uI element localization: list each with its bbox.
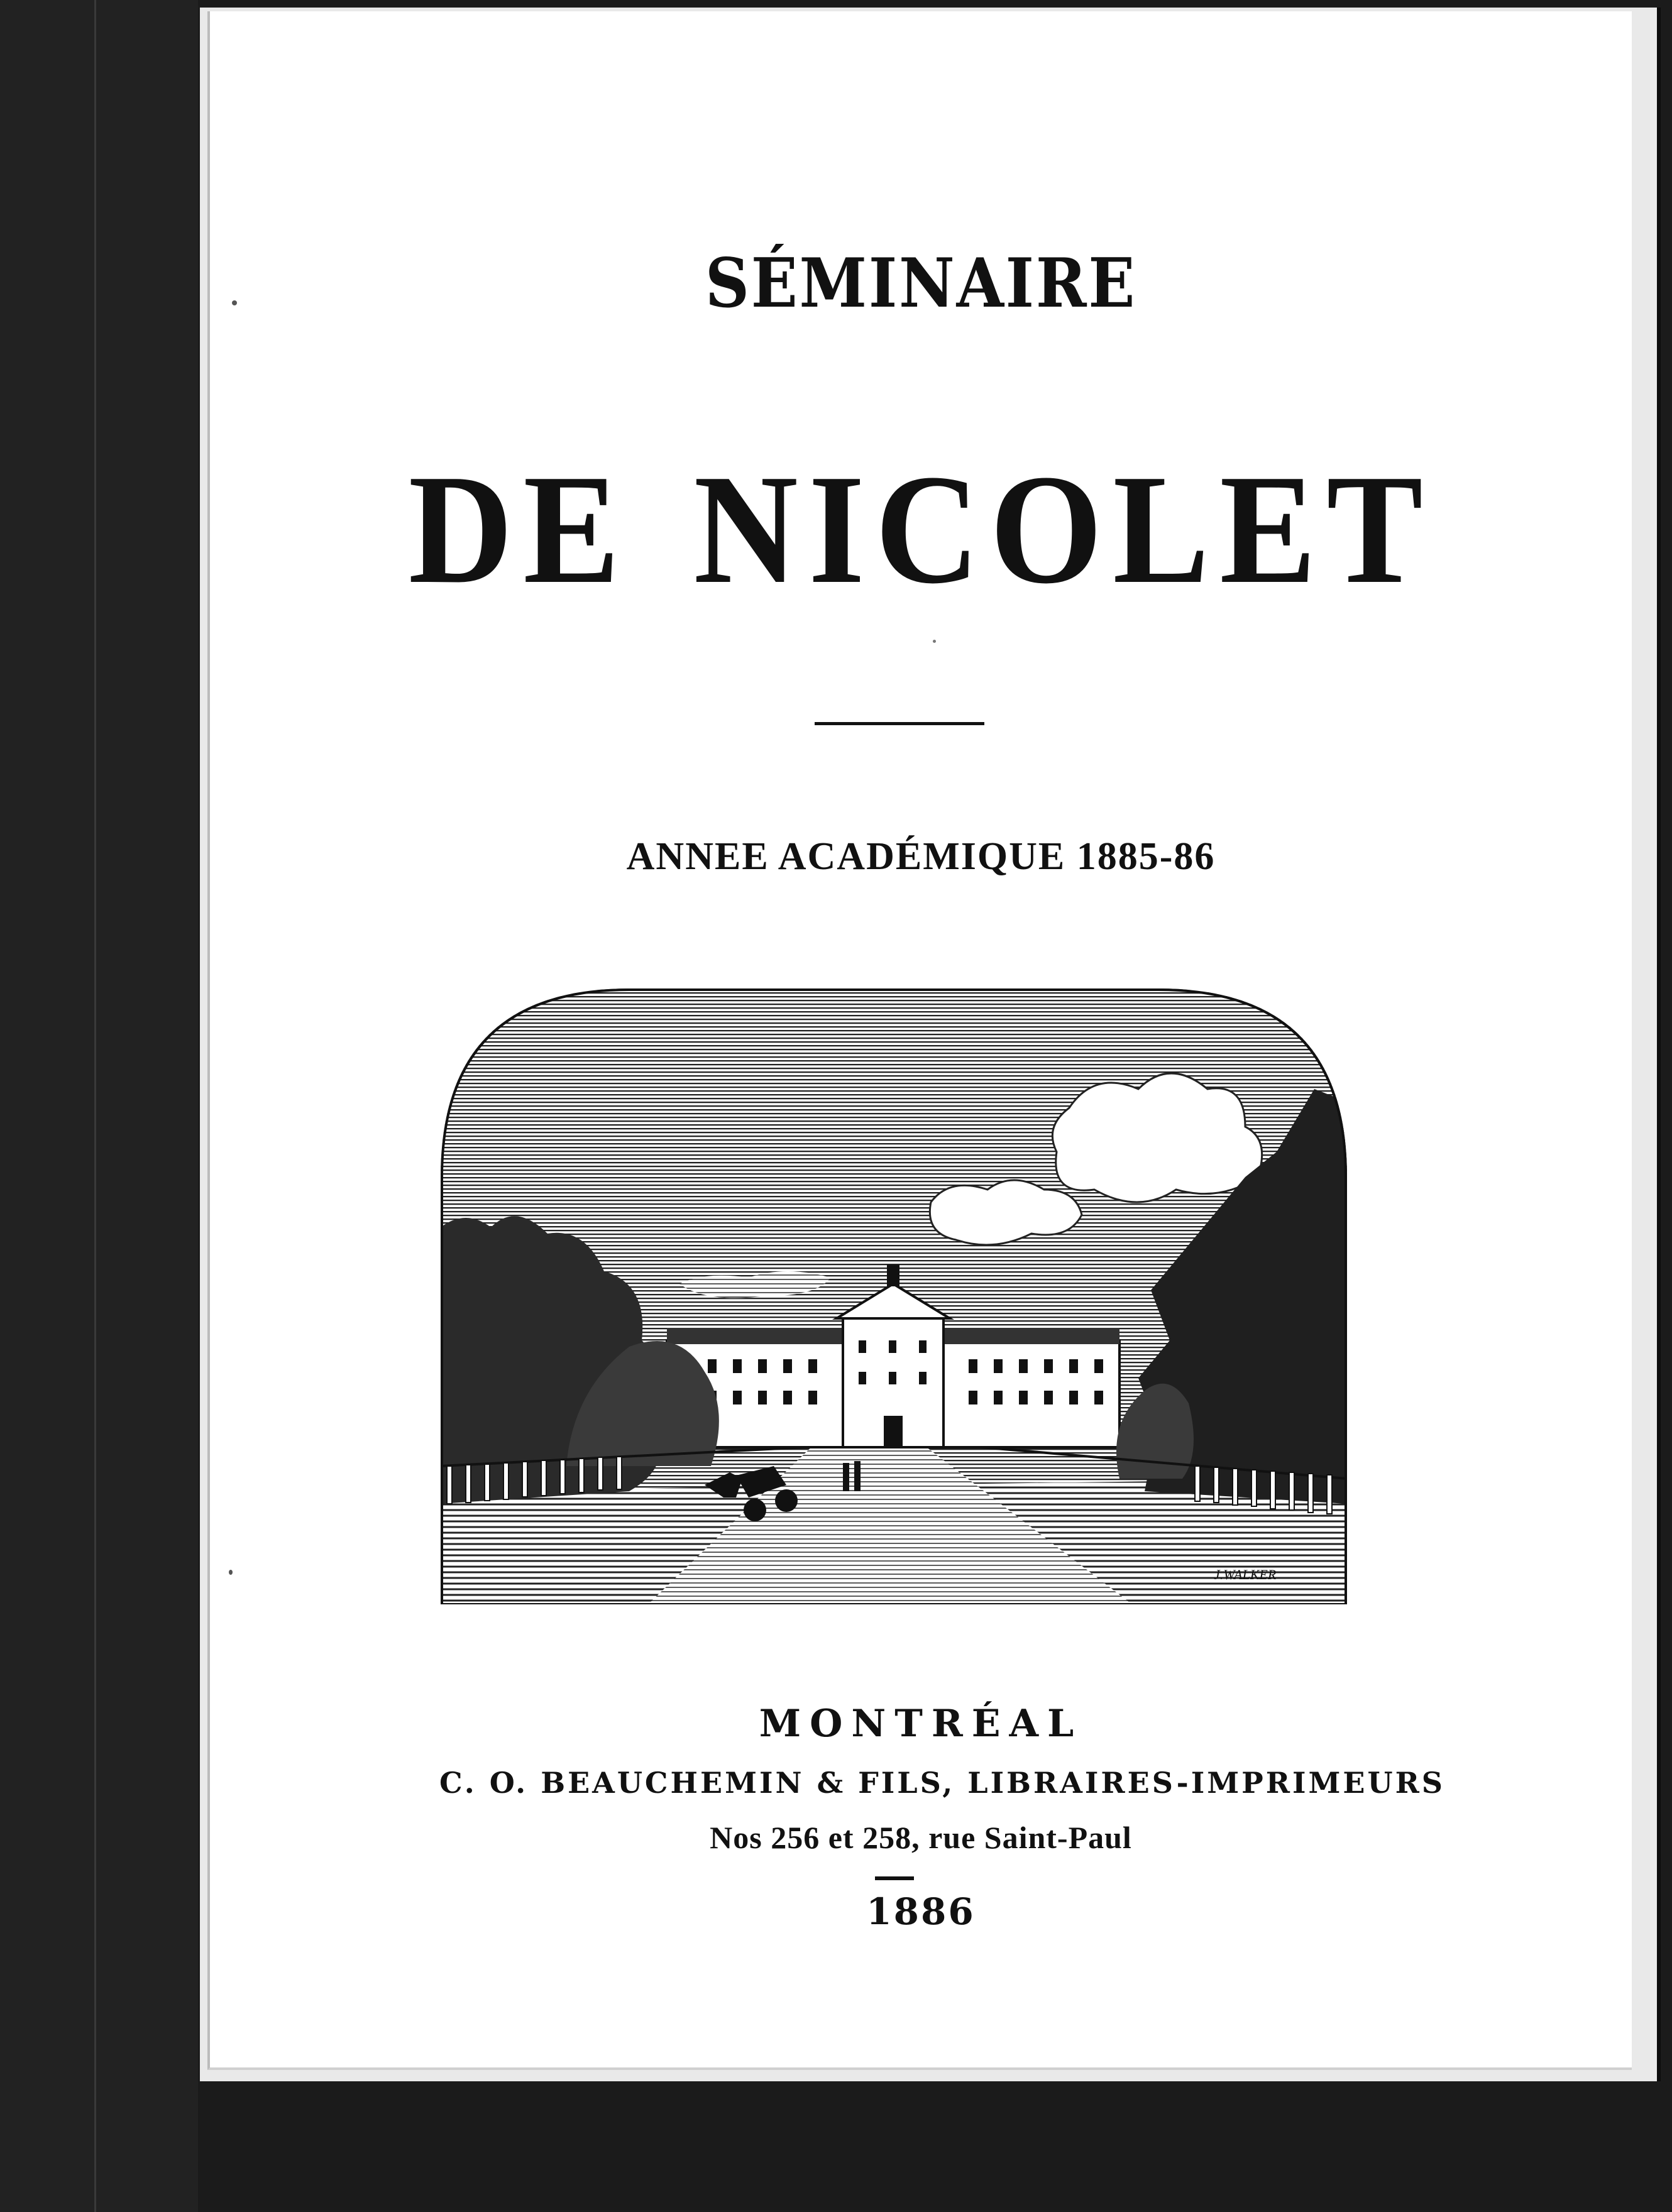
academic-year: ANNEE ACADÉMIQUE 1885-86 — [626, 835, 1216, 878]
title-line-1: SÉMINAIRE — [705, 244, 1137, 323]
title-word-nicolet: NICOLET — [693, 442, 1434, 616]
engraver-signature: J.WALKER — [1214, 1567, 1277, 1582]
imprint-city: MONTRÉAL — [759, 1702, 1083, 1746]
imprint-year: 1886 — [866, 1890, 976, 1933]
seminary-building-engraving-icon — [441, 988, 1347, 1604]
scan-speck — [933, 640, 936, 643]
scan-speck — [232, 300, 237, 305]
scan-speck — [229, 1570, 233, 1575]
imprint-publisher: C. O. BEAUCHEMIN & FILS, LIBRAIRES-IMPRIMEURS — [439, 1766, 1446, 1800]
scan-background-left — [0, 0, 198, 2212]
imprint-address: Nos 256 et 258, rue Saint-Paul — [710, 1820, 1132, 1855]
imprint-divider — [875, 1876, 914, 1880]
title-line-2 — [267, 442, 1575, 616]
title-page — [207, 11, 1632, 2070]
title-word-de: DE — [408, 442, 630, 616]
title-divider — [815, 722, 984, 725]
